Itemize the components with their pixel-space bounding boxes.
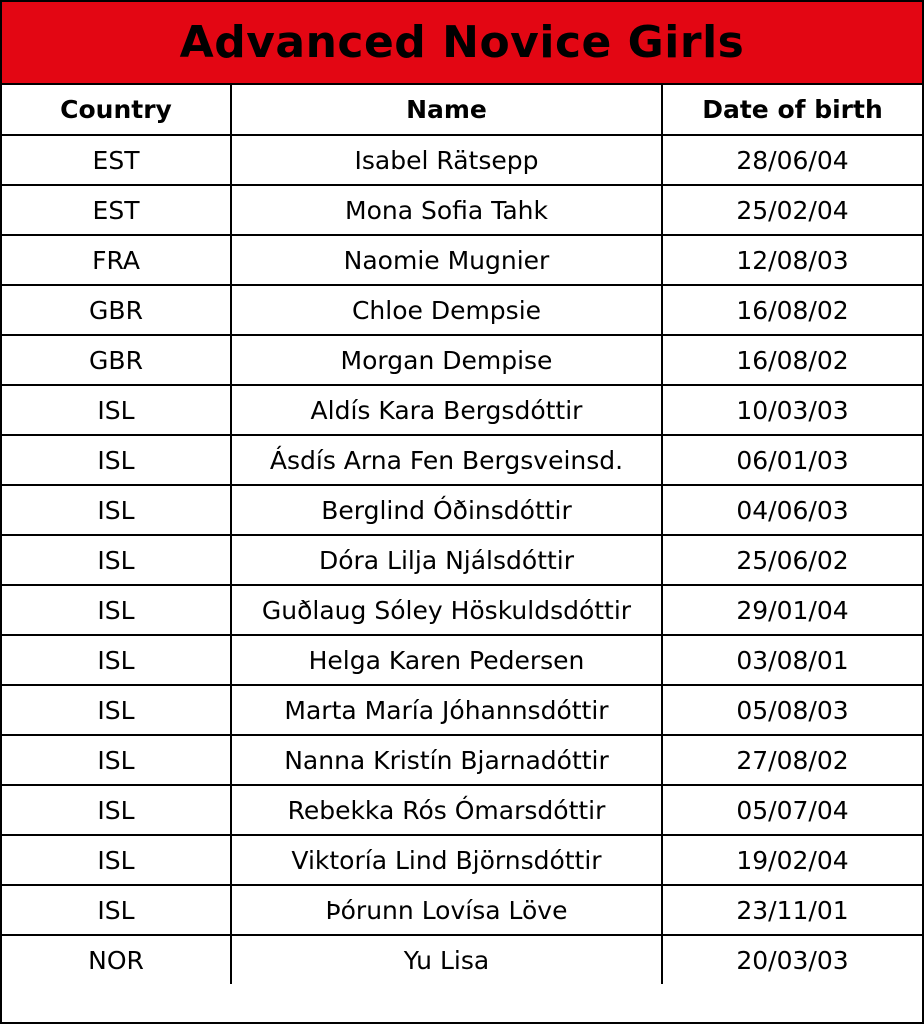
date-of-birth-cell: 23/11/01 — [662, 885, 922, 935]
date-of-birth-cell: 25/02/04 — [662, 185, 922, 235]
country-cell: ISL — [2, 685, 231, 735]
table-row — [2, 735, 922, 785]
country-cell: ISL — [2, 535, 231, 585]
table-row — [2, 135, 922, 185]
country-cell: ISL — [2, 585, 231, 635]
date-of-birth-cell: 16/08/02 — [662, 285, 922, 335]
date-of-birth-cell: 05/07/04 — [662, 785, 922, 835]
name-cell: Marta María Jóhannsdóttir — [231, 685, 662, 735]
column-header-country: Country — [2, 85, 231, 135]
table-row — [2, 635, 922, 685]
name-cell: Þórunn Lovísa Löve — [231, 885, 662, 935]
date-of-birth-cell: 12/08/03 — [662, 235, 922, 285]
name-cell: Aldís Kara Bergsdóttir — [231, 385, 662, 435]
name-cell: Berglind Óðinsdóttir — [231, 485, 662, 535]
date-of-birth-cell: 10/03/03 — [662, 385, 922, 435]
date-of-birth-cell: 06/01/03 — [662, 435, 922, 485]
header-row — [2, 85, 922, 135]
table-row — [2, 935, 922, 984]
name-cell: Helga Karen Pedersen — [231, 635, 662, 685]
name-cell: Dóra Lilja Njálsdóttir — [231, 535, 662, 585]
skaters-table — [2, 85, 922, 984]
date-of-birth-cell: 03/08/01 — [662, 635, 922, 685]
table-row — [2, 535, 922, 585]
date-of-birth-cell: 20/03/03 — [662, 935, 922, 984]
name-cell: Viktoría Lind Björnsdóttir — [231, 835, 662, 885]
column-header-date-of-birth: Date of birth — [662, 85, 922, 135]
date-of-birth-cell: 28/06/04 — [662, 135, 922, 185]
country-cell: ISL — [2, 735, 231, 785]
date-of-birth-cell: 27/08/02 — [662, 735, 922, 785]
name-cell: Ásdís Arna Fen Bergsveinsd. — [231, 435, 662, 485]
country-cell: EST — [2, 185, 231, 235]
name-cell: Mona Sofia Tahk — [231, 185, 662, 235]
name-cell: Chloe Dempsie — [231, 285, 662, 335]
table-row — [2, 835, 922, 885]
table-row — [2, 285, 922, 335]
date-of-birth-cell: 04/06/03 — [662, 485, 922, 535]
date-of-birth-cell: 05/08/03 — [662, 685, 922, 735]
table-row — [2, 335, 922, 385]
table-row — [2, 235, 922, 285]
date-of-birth-cell: 19/02/04 — [662, 835, 922, 885]
name-cell: Yu Lisa — [231, 935, 662, 984]
title-banner — [2, 2, 922, 85]
name-cell: Guðlaug Sóley Höskuldsdóttir — [231, 585, 662, 635]
country-cell: NOR — [2, 935, 231, 984]
country-cell: GBR — [2, 335, 231, 385]
name-cell: Nanna Kristín Bjarnadóttir — [231, 735, 662, 785]
country-cell: ISL — [2, 785, 231, 835]
name-cell: Rebekka Rós Ómarsdóttir — [231, 785, 662, 835]
country-cell: ISL — [2, 885, 231, 935]
table-row — [2, 185, 922, 235]
table-body — [2, 135, 922, 984]
country-cell: ISL — [2, 435, 231, 485]
country-cell: ISL — [2, 835, 231, 885]
table-row — [2, 435, 922, 485]
table-row — [2, 585, 922, 635]
table-row — [2, 485, 922, 535]
country-cell: GBR — [2, 285, 231, 335]
column-header-name: Name — [231, 85, 662, 135]
date-of-birth-cell: 16/08/02 — [662, 335, 922, 385]
name-cell: Morgan Dempise — [231, 335, 662, 385]
name-cell: Naomie Mugnier — [231, 235, 662, 285]
country-cell: FRA — [2, 235, 231, 285]
table-row — [2, 885, 922, 935]
country-cell: ISL — [2, 385, 231, 435]
table-row — [2, 385, 922, 435]
page-title: Advanced Novice Girls — [179, 17, 745, 68]
name-cell: Isabel Rätsepp — [231, 135, 662, 185]
country-cell: EST — [2, 135, 231, 185]
country-cell: ISL — [2, 485, 231, 535]
country-cell: ISL — [2, 635, 231, 685]
date-of-birth-cell: 29/01/04 — [662, 585, 922, 635]
table-row — [2, 685, 922, 735]
date-of-birth-cell: 25/06/02 — [662, 535, 922, 585]
table-row — [2, 785, 922, 835]
